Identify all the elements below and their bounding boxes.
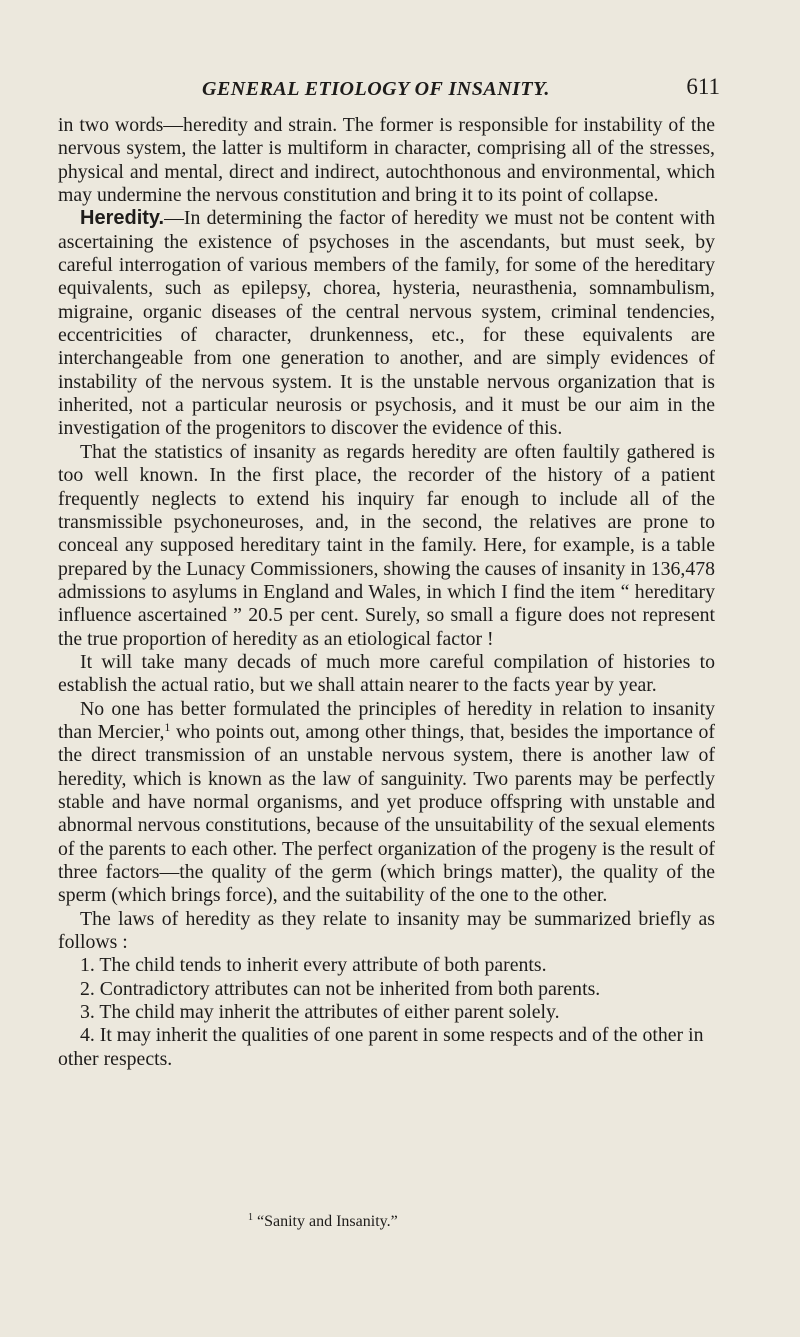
- paragraph: That the statistics of insanity as regards heredity are often faultily gathered is too well known. In the first place, the recorder of the history of a patient frequently neglects to extend his inquiry far enough to include all of the transmissible psychoneuroses, and, in the second, the relatives are prone to conceal any supposed hereditary taint in the family. Here, for example, is a table prepared by the Lunacy Commissioners, showing the causes of insanity in 136,478 admissions to asylums in England and Wales, in which I find the item “ hereditary influence ascertained ” 20.5 per cent. Surely, so small a figure does not represent the true proportion of heredity as an etiological factor !: [58, 440, 715, 650]
- page-header: [60, 74, 720, 108]
- paragraph: [58, 698, 715, 908]
- footnote: [248, 1212, 398, 1231]
- section-heading: Heredity.: [80, 207, 165, 230]
- body-text: [58, 114, 715, 1071]
- footnote-marker: 1: [248, 1212, 253, 1223]
- paragraph: It will take many decads of much more careful compilation of histories to establish the actual ratio, but we shall attain nearer to the facts year by year.: [58, 650, 715, 697]
- list-item: 3. The child may inherit the attributes of either parent solely.: [80, 1001, 560, 1024]
- page-number: 611: [686, 74, 720, 99]
- paragraph-text: who points out, among other things, that, besides the importance of the direct transmission of an unstable nervous system, there is another law of heredity, which is known as the law of sanguinity. Two parents may be perfectly stable and have normal organisms, and yet produce offspring with unstable and abnormal nervous constitutions, because of the unsuitability of the sexual elements of the parents to each other. The perfect organization of the progeny is the result of three factors—the quality of the germ (which brings matter), the quality of the sperm (which brings force), and the suitability of the one to the other.: [58, 720, 715, 907]
- numbered-list: [58, 954, 715, 1071]
- paragraph: The laws of heredity as they relate to insanity may be summarized briefly as follows :: [58, 907, 715, 954]
- list-item: 1. The child tends to inherit every attribute of both parents.: [80, 954, 547, 977]
- list-item: 2. Contradictory attributes can not be inherited from both parents.: [80, 977, 601, 1000]
- list-item: 4. It may inherit the qualities of one parent in some respects and of the other in other respects.: [58, 1024, 704, 1070]
- paragraph-text: No one has better formulated the principles of heredity in relation to insanity than Mercier,: [58, 697, 715, 743]
- footnote-reference: 1: [164, 719, 171, 734]
- paragraph-text: —In determining the factor of heredity we must not be content with ascertaining the existence of psychoses in the ascendants, but must seek, by careful interrogation of various members of the family, for some of the hereditary equivalents, such as epilepsy, chorea, hysteria, neurasthenia, somnambulism, migraine, organic diseases of the central nervous system, criminal tendencies, eccentricities of character, drunkenness, etc., for these equivalents are interchangeable from one generation to another, and are simply evidences of instability of the nervous system. It is the unstable nervous organization that is inherited, not a particular neurosis or psychosis, and it must be our aim in the investigation of the progenitors to discover the evidence of this.: [58, 207, 715, 440]
- footnote-text: “Sanity and Insanity.”: [257, 1213, 398, 1230]
- paragraph: in two words—heredity and strain. The former is responsible for instability of the nervous system, the latter is multiform in character, comprising all of the stresses, physical and mental, direct and indirect, autochthonous and environmental, which may undermine the nervous constitution and bring it to its point of collapse.: [58, 114, 715, 207]
- running-title: GENERAL ETIOLOGY OF INSANITY.: [202, 78, 550, 100]
- paragraph: [58, 207, 715, 440]
